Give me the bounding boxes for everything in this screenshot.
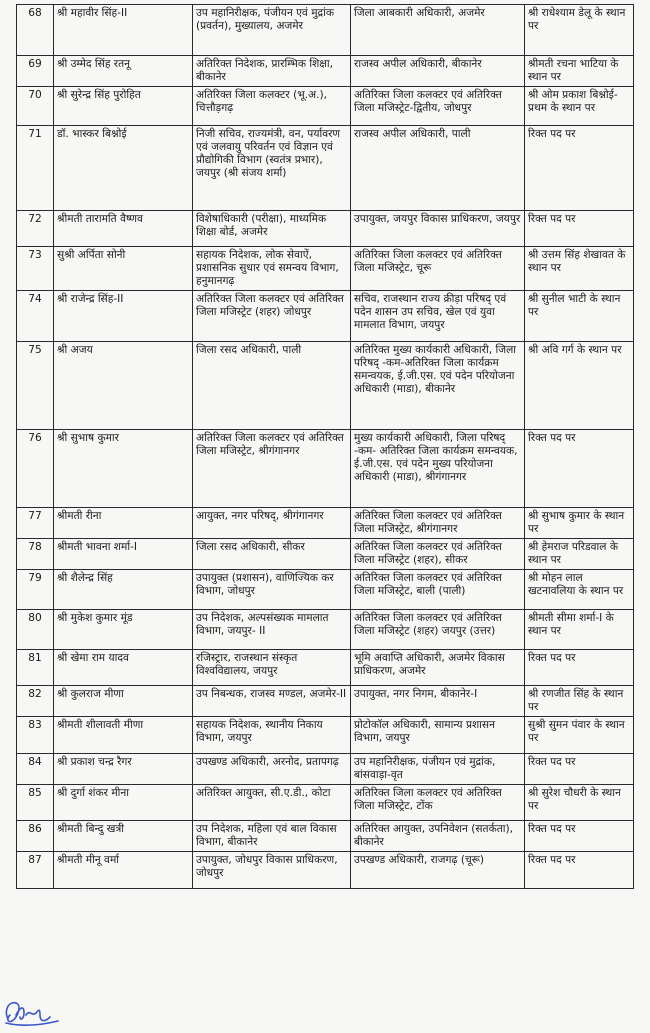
current-posting-cell: अतिरिक्त निदेशक, प्रारम्भिक शिक्षा, बीकानेर [193,56,351,87]
officer-name-cell: डॉ. भास्कर बिश्नोई [54,126,193,211]
new-posting-cell: राजस्व अपील अधिकारी, बीकानेर [351,56,525,87]
officer-name-cell: श्री प्रकाश चन्द्र रैगर [54,754,193,785]
current-posting-cell: अतिरिक्त जिला कलक्टर एवं अतिरिक्त जिला मजिस्ट्रेट, श्रीगंगानगर [193,430,351,508]
table-row [17,785,634,821]
table-row [17,852,634,889]
officer-name-cell: श्री शैलेन्द्र सिंह [54,570,193,610]
new-posting-cell: अतिरिक्त जिला कलक्टर एवं अतिरिक्त जिला मजिस्ट्रेट, चूरू [351,247,525,291]
officer-name-cell: श्रीमती शीलावती मीणा [54,717,193,754]
current-posting-cell: आयुक्त, नगर परिषद्, श्रीगंगानगर [193,508,351,539]
officer-name-cell: श्री महावीर सिंह-II [54,5,193,56]
table-row [17,570,634,610]
table-row [17,650,634,686]
new-posting-cell: अतिरिक्त जिला कलक्टर एवं अतिरिक्त जिला मजिस्ट्रेट (शहर), सीकर [351,539,525,570]
vacancy-remark-cell: श्री सुरेश चौधरी के स्थान पर [525,785,634,821]
new-posting-cell: भूमि अवाप्ति अधिकारी, अजमेर विकास प्राधिकरण, अजमेर [351,650,525,686]
serial-number-cell: 77 [17,508,54,539]
transfer-table-body [17,5,634,889]
officer-name-cell: श्रीमती भावना शर्मा-I [54,539,193,570]
serial-number-cell: 84 [17,754,54,785]
officer-name-cell: श्रीमती बिन्दु खत्री [54,821,193,852]
officer-name-cell: श्री अजय [54,342,193,430]
current-posting-cell: उप निदेशक, अल्पसंख्यक मामलात विभाग, जयपुर- II [193,610,351,650]
vacancy-remark-cell: श्री सुनील भाटी के स्थान पर [525,291,634,342]
current-posting-cell: उपखण्ड अधिकारी, अरनोद, प्रतापगढ़ [193,754,351,785]
current-posting-cell: अतिरिक्त जिला कलक्टर एवं अतिरिक्त जिला मजिस्ट्रेट (शहर) जोधपुर [193,291,351,342]
table-row [17,717,634,754]
new-posting-cell: राजस्व अपील अधिकारी, पाली [351,126,525,211]
new-posting-cell: उप महानिरीक्षक, पंजीयन एवं मुद्रांक, बांसवाड़ा-वृत [351,754,525,785]
officer-name-cell: सुश्री अर्पिता सोनी [54,247,193,291]
serial-number-cell: 76 [17,430,54,508]
current-posting-cell: उपायुक्त, जोधपुर विकास प्राधिकरण, जोधपुर [193,852,351,889]
new-posting-cell: अतिरिक्त जिला कलक्टर एवं अतिरिक्त जिला मजिस्ट्रेट, बाली (पाली) [351,570,525,610]
vacancy-remark-cell: रिक्त पद पर [525,211,634,247]
serial-number-cell: 69 [17,56,54,87]
current-posting-cell: उप निबन्धक, राजस्व मण्डल, अजमेर-II [193,686,351,717]
new-posting-cell: अतिरिक्त जिला कलक्टर एवं अतिरिक्त जिला मजिस्ट्रेट, श्रीगंगानगर [351,508,525,539]
serial-number-cell: 79 [17,570,54,610]
table-row [17,56,634,87]
officer-name-cell: श्री सुभाष कुमार [54,430,193,508]
vacancy-remark-cell: रिक्त पद पर [525,821,634,852]
officer-name-cell: श्री दुर्गा शंकर मीना [54,785,193,821]
table-row [17,247,634,291]
current-posting-cell: निजी सचिव, राज्यमंत्री, वन, पर्यावरण एवं जलवायु परिवर्तन एवं विज्ञान एवं प्रौद्योगिकी विभाग (स्वतंत्र प्रभार), जयपुर (श्री संजय शर्मा) [193,126,351,211]
vacancy-remark-cell: श्री ओम प्रकाश बिश्नोई-प्रथम के स्थान पर [525,87,634,126]
officer-name-cell: श्रीमती तारामति वैष्णव [54,211,193,247]
current-posting-cell: अतिरिक्त आयुक्त, सी.ए.डी., कोटा [193,785,351,821]
signature-mark [2,993,62,1029]
vacancy-remark-cell: श्री मोहन लाल खटनावलिया के स्थान पर [525,570,634,610]
current-posting-cell: उप महानिरीक्षक, पंजीयन एवं मुद्रांक (प्रवर्तन), मुख्यालय, अजमेर [193,5,351,56]
current-posting-cell: अतिरिक्त जिला कलक्टर (भू.अ.), चित्तौड़गढ़ [193,87,351,126]
new-posting-cell: अतिरिक्त जिला कलक्टर एवं अतिरिक्त जिला मजिस्ट्रेट, टोंक [351,785,525,821]
current-posting-cell: विशेषाधिकारी (परीक्षा), माध्यमिक शिक्षा बोर्ड, अजमेर [193,211,351,247]
vacancy-remark-cell: रिक्त पद पर [525,852,634,889]
table-row [17,87,634,126]
vacancy-remark-cell: श्री उत्तम सिंह शेखावत के स्थान पर [525,247,634,291]
serial-number-cell: 83 [17,717,54,754]
officer-name-cell: श्री खेमा राम यादव [54,650,193,686]
serial-number-cell: 85 [17,785,54,821]
new-posting-cell: सचिव, राजस्थान राज्य क्रीड़ा परिषद् एवं पदेन शासन उप सचिव, खेल एवं युवा मामलात विभाग, जयपुर [351,291,525,342]
vacancy-remark-cell: रिक्त पद पर [525,430,634,508]
table-row [17,211,634,247]
officer-name-cell: श्री उम्मेद सिंह रतनू [54,56,193,87]
current-posting-cell: उपायुक्त (प्रशासन), वाणिज्यिक कर विभाग, जोधपुर [193,570,351,610]
officer-name-cell: श्रीमती मीनू वर्मा [54,852,193,889]
vacancy-remark-cell: श्री रणजीत सिंह के स्थान पर [525,686,634,717]
current-posting-cell: सहायक निदेशक, स्थानीय निकाय विभाग, जयपुर [193,717,351,754]
table-row [17,5,634,56]
table-row [17,539,634,570]
table-row [17,686,634,717]
new-posting-cell: जिला आबकारी अधिकारी, अजमेर [351,5,525,56]
serial-number-cell: 87 [17,852,54,889]
current-posting-cell: रजिस्ट्रार, राजस्थान संस्कृत विश्वविद्यालय, जयपुर [193,650,351,686]
new-posting-cell: अतिरिक्त मुख्य कार्यकारी अधिकारी, जिला परिषद् -कम-अतिरिक्त जिला कार्यक्रम समन्वयक, ई.जी.एस. एवं पदेन परियोजना अधिकारी (माडा), बीकानेर [351,342,525,430]
new-posting-cell: अतिरिक्त आयुक्त, उपनिवेशन (सतर्कता), बीकानेर [351,821,525,852]
serial-number-cell: 72 [17,211,54,247]
vacancy-remark-cell: रिक्त पद पर [525,754,634,785]
serial-number-cell: 80 [17,610,54,650]
officer-name-cell: श्रीमती रीना [54,508,193,539]
serial-number-cell: 70 [17,87,54,126]
vacancy-remark-cell: श्री अवि गर्ग के स्थान पर [525,342,634,430]
table-row [17,342,634,430]
new-posting-cell: उपायुक्त, जयपुर विकास प्राधिकरण, जयपुर [351,211,525,247]
vacancy-remark-cell: श्री राधेश्याम डेलू के स्थान पर [525,5,634,56]
table-row [17,754,634,785]
officer-name-cell: श्री राजेन्द्र सिंह-II [54,291,193,342]
serial-number-cell: 78 [17,539,54,570]
vacancy-remark-cell: श्री हेमराज परिडवाल के स्थान पर [525,539,634,570]
serial-number-cell: 74 [17,291,54,342]
serial-number-cell: 86 [17,821,54,852]
serial-number-cell: 68 [17,5,54,56]
serial-number-cell: 75 [17,342,54,430]
vacancy-remark-cell: रिक्त पद पर [525,126,634,211]
vacancy-remark-cell: श्री सुभाष कुमार के स्थान पर [525,508,634,539]
table-row [17,821,634,852]
vacancy-remark-cell: रिक्त पद पर [525,650,634,686]
current-posting-cell: उप निदेशक, महिला एवं बाल विकास विभाग, बीकानेर [193,821,351,852]
new-posting-cell: प्रोटोकॉल अधिकारी, सामान्य प्रशासन विभाग, जयपुर [351,717,525,754]
officer-name-cell: श्री मुकेश कुमार मूंड [54,610,193,650]
table-row [17,610,634,650]
table-row [17,291,634,342]
serial-number-cell: 73 [17,247,54,291]
officer-name-cell: श्री कुलराज मीणा [54,686,193,717]
serial-number-cell: 71 [17,126,54,211]
new-posting-cell: अतिरिक्त जिला कलक्टर एवं अतिरिक्त जिला मजिस्ट्रेट-द्वितीय, जोधपुर [351,87,525,126]
new-posting-cell: उपायुक्त, नगर निगम, बीकानेर-I [351,686,525,717]
table-row [17,430,634,508]
transfer-order-document [16,4,633,889]
new-posting-cell: अतिरिक्त जिला कलक्टर एवं अतिरिक्त जिला मजिस्ट्रेट (शहर) जयपुर (उत्तर) [351,610,525,650]
current-posting-cell: जिला रसद अधिकारी, सीकर [193,539,351,570]
transfer-table [16,4,634,889]
current-posting-cell: जिला रसद अधिकारी, पाली [193,342,351,430]
new-posting-cell: उपखण्ड अधिकारी, राजगढ़ (चूरू) [351,852,525,889]
officer-name-cell: श्री सुरेन्द्र सिंह पुरोहित [54,87,193,126]
vacancy-remark-cell: सुश्री सुमन पंवार के स्थान पर [525,717,634,754]
table-row [17,126,634,211]
serial-number-cell: 82 [17,686,54,717]
current-posting-cell: सहायक निदेशक, लोक सेवाऐं, प्रशासनिक सुधार एवं समन्वय विभाग, हनुमानगढ़ [193,247,351,291]
table-row [17,508,634,539]
new-posting-cell: मुख्य कार्यकारी अधिकारी, जिला परिषद् -कम- अतिरिक्त जिला कार्यक्रम समन्वयक, ई.जी.एस. एवं पदेन मुख्य परियोजना अधिकारी (माडा), श्रीगंगानगर [351,430,525,508]
vacancy-remark-cell: श्रीमती रचना भाटिया के स्थान पर [525,56,634,87]
vacancy-remark-cell: श्रीमती सीमा शर्मा-I के स्थान पर [525,610,634,650]
serial-number-cell: 81 [17,650,54,686]
